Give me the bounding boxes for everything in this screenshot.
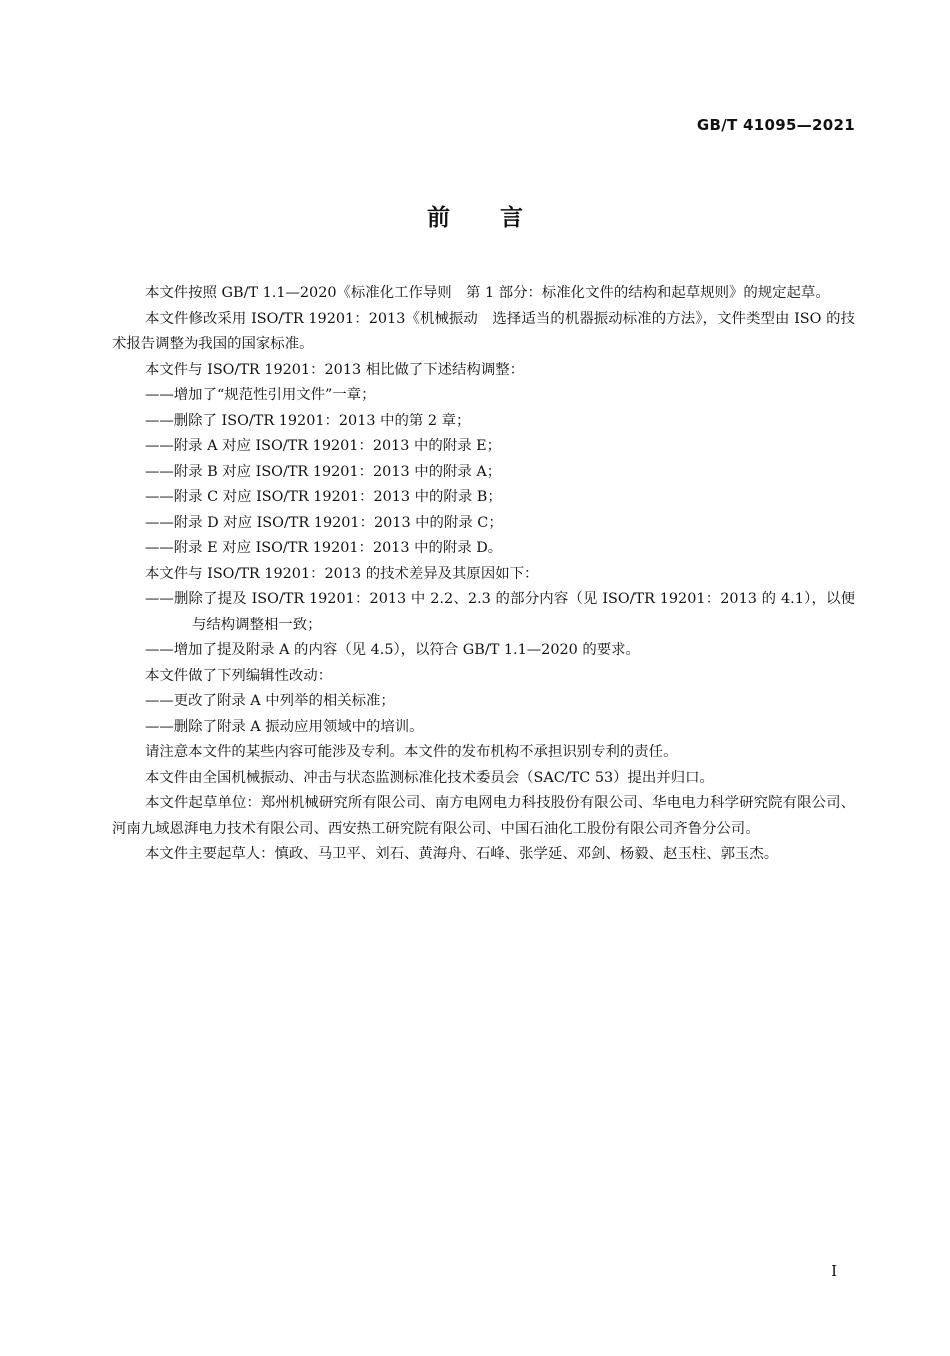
paragraph: 本文件修改采用 ISO/TR 19201：2013《机械振动 选择适当的机器振动标准的方法》，文件类型由 ISO 的技术报告调整为我国的国家标准。 (112, 310, 855, 352)
page-title: 前言 (427, 204, 573, 231)
list-item: ——附录 A 对应 ISO/TR 19201：2013 中的附录 E； (145, 438, 502, 454)
paragraph: 本文件与 ISO/TR 19201：2013 相比做了下述结构调整： (145, 361, 524, 378)
paragraph: 本文件与 ISO/TR 19201：2013 的技术差异及其原因如下： (145, 565, 539, 582)
list-item: ——附录 C 对应 ISO/TR 19201：2013 中的附录 B； (145, 489, 502, 505)
foreword-body (112, 281, 855, 868)
paragraph: 本文件由全国机械振动、冲击与状态监测标准化技术委员会（SAC/TC 53）提出并归口。 (145, 769, 714, 786)
list-item: ——更改了附录 A 中列举的相关标准； (145, 693, 395, 709)
list-item: ——增加了提及附录 A 的内容（见 4.5），以符合 GB/T 1.1—2020 的要求。 (145, 642, 640, 658)
standard-number: GB/T 41095—2021 (696, 116, 855, 134)
page-number: I (831, 1262, 837, 1280)
paragraph: 请注意本文件的某些内容可能涉及专利。本文件的发布机构不承担识别专利的责任。 (145, 744, 678, 760)
paragraph: 本文件主要起草人：慎政、马卫平、刘石、黄海舟、石峰、张学延、邓剑、杨毅、赵玉柱、郭玉杰。 (145, 846, 779, 862)
list-item: ——删除了附录 A 振动应用领域中的培训。 (145, 718, 424, 735)
paragraph: 本文件按照 GB/T 1.1—2020《标准化工作导则 第 1 部分：标准化文件的结构和起草规则》的规定起草。 (145, 285, 830, 301)
list-item: ——删除了 ISO/TR 19201：2013 中的第 2 章； (145, 412, 471, 429)
paragraph: 本文件起草单位：郑州机械研究所有限公司、南方电网电力科技股份有限公司、华电电力科学研究院有限公司、河南九域恩湃电力技术有限公司、西安热工研究院有限公司、中国石油化工股份有限公司齐鲁分公司。 (112, 795, 855, 837)
list-item: ——增加了“规范性引用文件”一章； (145, 387, 376, 403)
list-item: ——附录 B 对应 ISO/TR 19201：2013 中的附录 A； (145, 463, 502, 480)
list-item: ——删除了提及 ISO/TR 19201：2013 中 2.2、2.3 的部分内容（见 ISO/TR 19201：2013 的 4.1），以便与结构调整相一致； (145, 591, 855, 633)
list-item: ——附录 D 对应 ISO/TR 19201：2013 中的附录 C； (145, 514, 503, 531)
list-item: ——附录 E 对应 ISO/TR 19201：2013 中的附录 D。 (145, 540, 503, 556)
paragraph: 本文件做了下列编辑性改动： (145, 667, 333, 684)
